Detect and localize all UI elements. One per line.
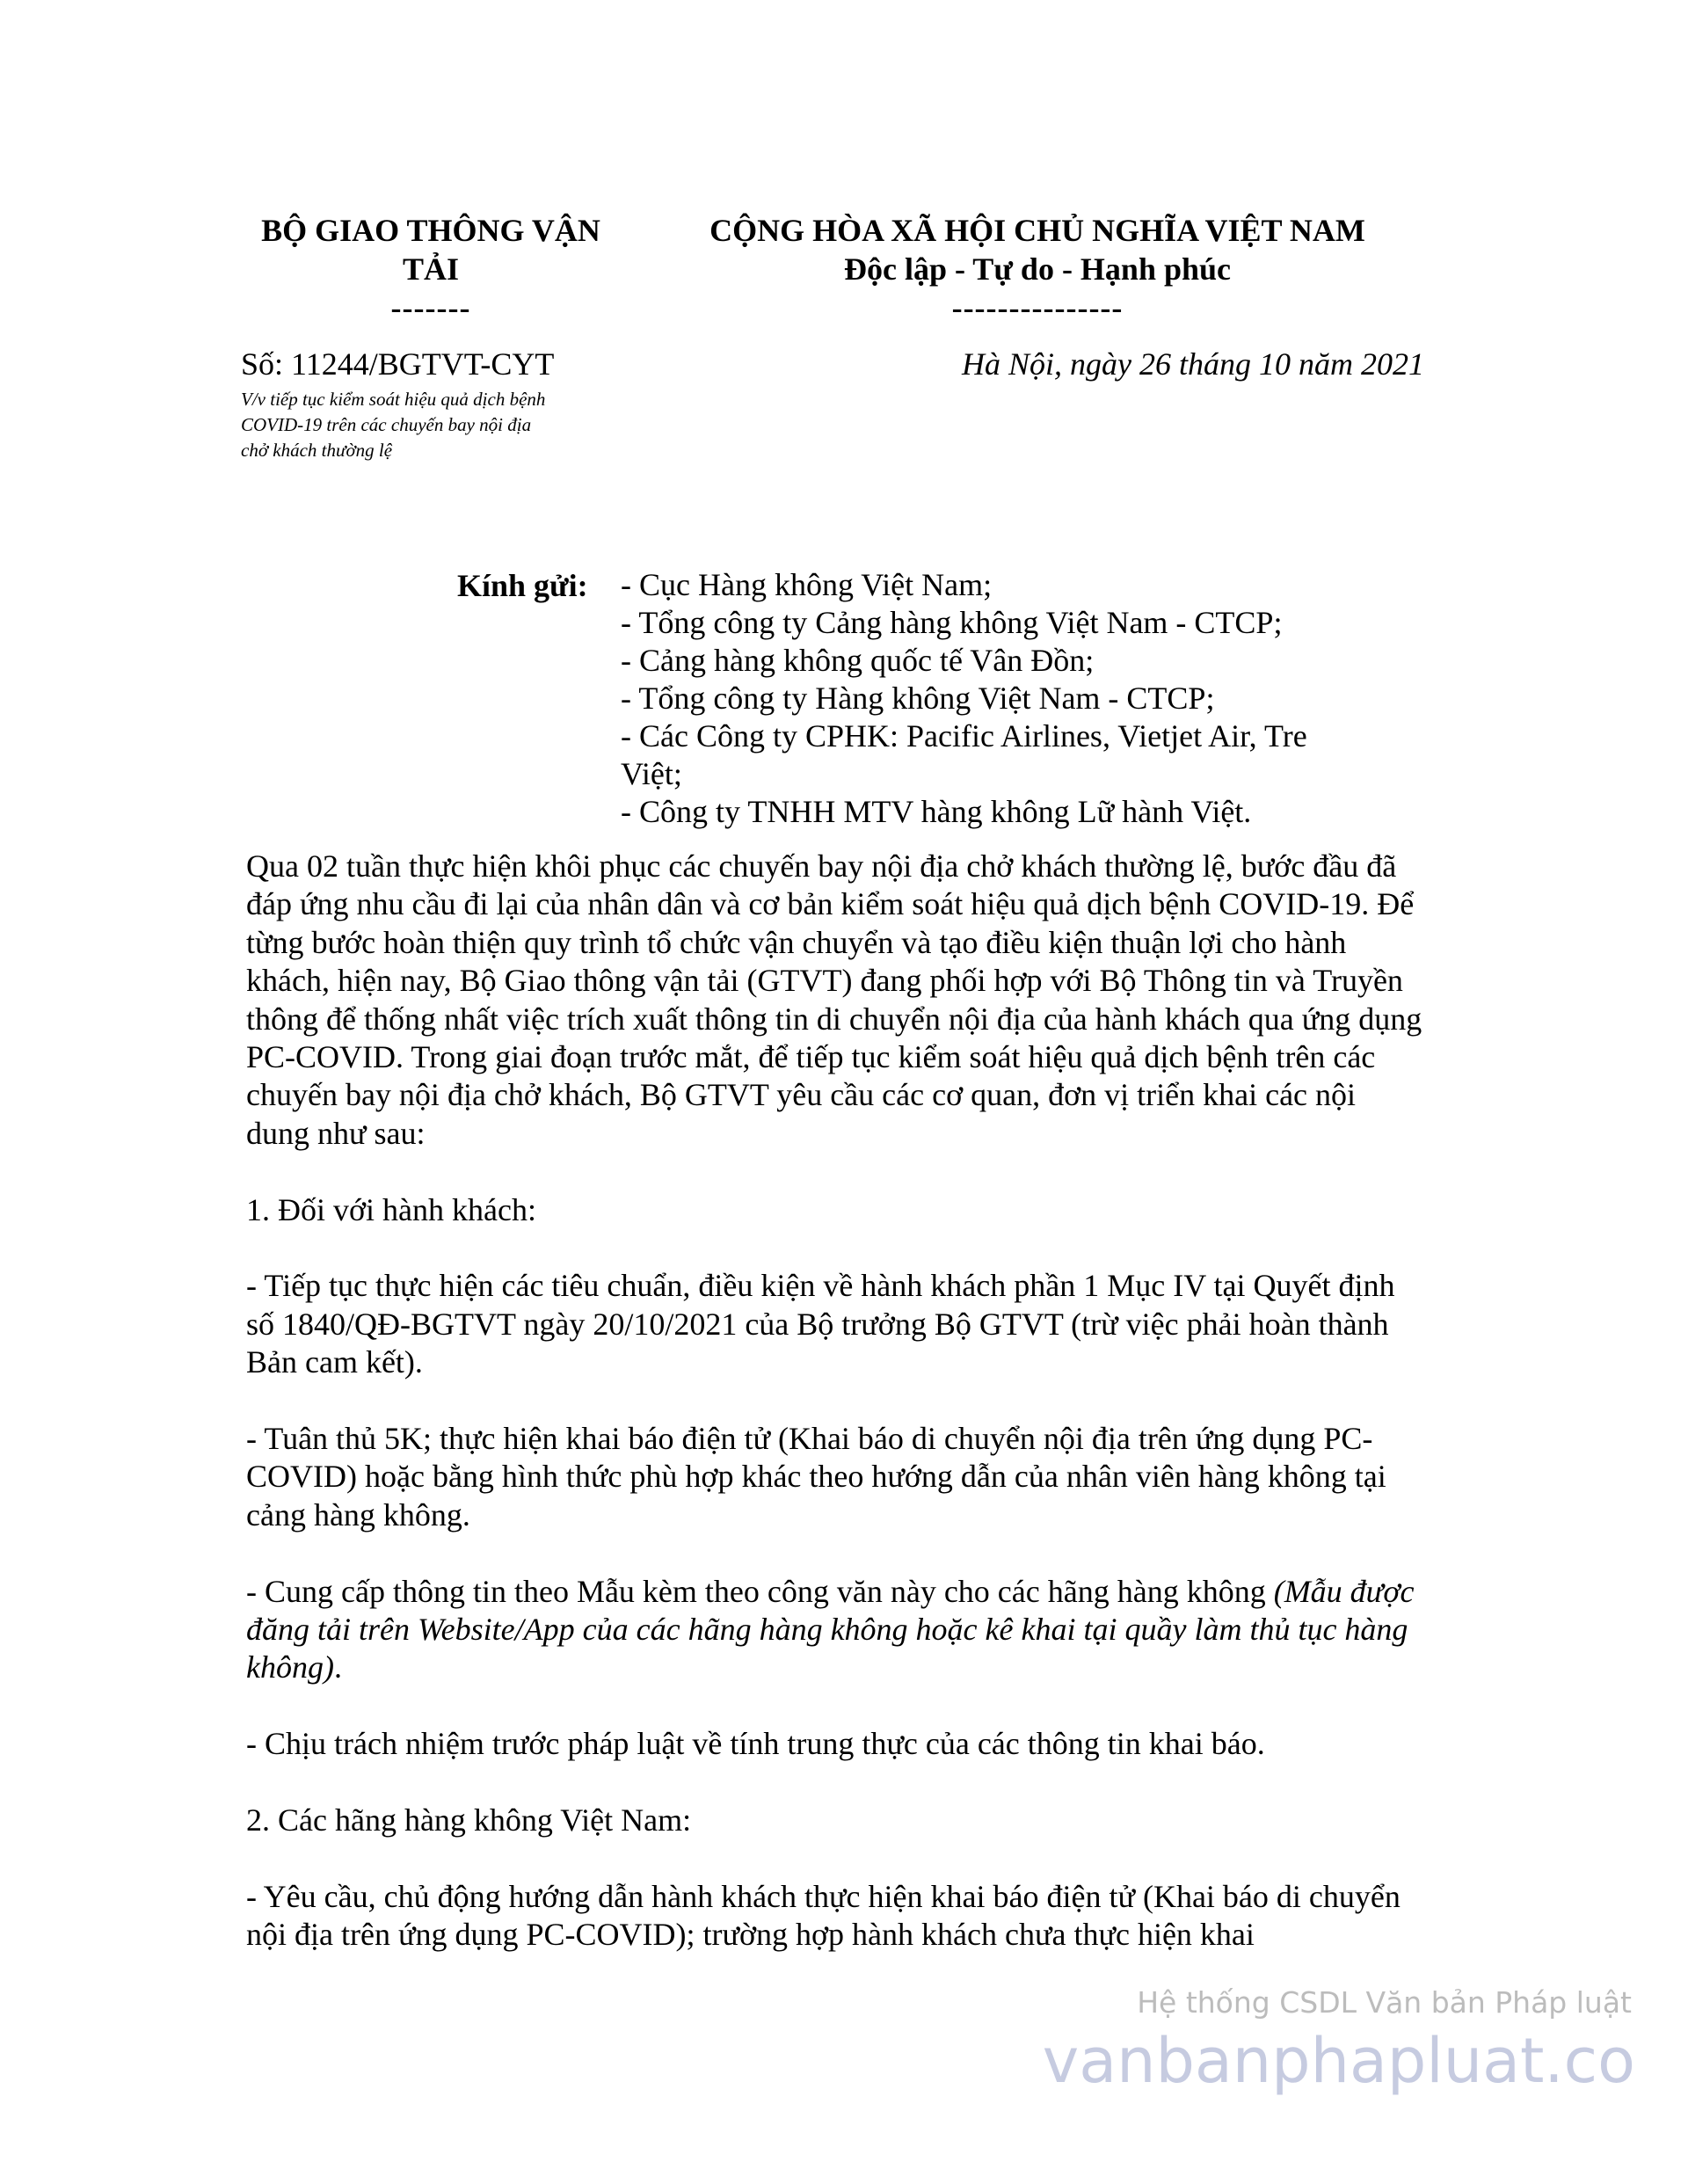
paragraph-italic-note: (Mẫu được đăng tải trên Website/App của các hãng hàng không hoặc kê khai tại quầy làm thủ tục hàng không): [246, 1573, 1415, 1685]
issue-date: Hà Nội, ngày 26 tháng 10 năm 2021: [962, 346, 1424, 382]
nation-name: CỘNG HÒA XÃ HỘI CHỦ NGHĨA VIỆT NAM: [709, 213, 1365, 248]
subject-line: chở khách thường lệ: [241, 440, 393, 461]
recipients-label: Kính gửi:: [457, 568, 588, 603]
section-heading: 2. Các hãng hàng không Việt Nam:: [246, 1802, 692, 1838]
recipient-item: - Cục Hàng không Việt Nam;: [621, 567, 993, 602]
recipient-item: Việt;: [621, 756, 682, 791]
recipient-item: - Tổng công ty Cảng hàng không Việt Nam - CTCP;: [621, 605, 1283, 640]
subject-line: COVID-19 trên các chuyến bay nội địa: [241, 414, 532, 435]
recipient-item: - Tổng công ty Hàng không Việt Nam - CTCP;: [621, 681, 1215, 716]
body-paragraph: [246, 1573, 1424, 1687]
recipient-item: - Cảng hàng không quốc tế Vân Đồn;: [621, 643, 1095, 678]
paragraph-end: .: [333, 1649, 342, 1685]
agency-rule: -------: [390, 290, 471, 325]
paragraph-text: - Cung cấp thông tin theo Mẫu kèm theo công văn này cho các hãng hàng không: [246, 1573, 1274, 1609]
body-paragraph: - Tuân thủ 5K; thực hiện khai báo điện tử (Khai báo di chuyển nội địa trên ứng dụng PC-COVID) hoặc bằng hình thức phù hợp khác theo hướng dẫn của nhân viên hàng không tại cảng hàng không.: [246, 1421, 1386, 1532]
agency-name-line2: TẢI: [402, 251, 460, 287]
body-paragraph: - Yêu cầu, chủ động hướng dẫn hành khách thực hiện khai báo điện tử (Khai báo di chuyển nội địa trên ứng dụng PC-COVID); trường hợp hành khách chưa thực hiện khai: [246, 1878, 1401, 1953]
document-subject: [241, 387, 628, 463]
intro-paragraph: Qua 02 tuần thực hiện khôi phục các chuyến bay nội địa chở khách thường lệ, bước đầu đã đáp ứng nhu cầu đi lại của nhân dân và cơ bản kiểm soát hiệu quả dịch bệnh COVID-19. Để từng bước hoàn thiện quy trình tổ chức vận chuyển và tạo điều kiện thuận lợi cho hành khách, hiện nay, Bộ Giao thông vận tải (GTVT) đang phối hợp với Bộ Thông tin và Truyền thông để thống nhất việc trích xuất thông tin di chuyển nội địa của hành khách qua ứng dụng PC-COVID. Trong giai đoạn trước mắt, để tiếp tục kiểm soát hiệu quả dịch bệnh trên các chuyến bay nội địa chở khách, Bộ GTVT yêu cầu các cơ quan, đơn vị triển khai các nội dung như sau:: [246, 848, 1422, 1151]
motto-rule: ---------------: [951, 290, 1124, 325]
recipients-list: [621, 566, 1377, 831]
body-paragraph: - Tiếp tục thực hiện các tiêu chuẩn, điều kiện về hành khách phần 1 Mục IV tại Quyết định số 1840/QĐ-BGTVT ngày 20/10/2021 của Bộ trưởng Bộ GTVT (trừ việc phải hoàn thành Bản cam kết).: [246, 1268, 1395, 1380]
document-body: [246, 848, 1424, 1955]
issuing-agency: [237, 211, 624, 327]
document-number: Số: 11244/BGTVT-CYT: [241, 346, 555, 382]
recipient-item: - Các Công ty CPHK: Pacific Airlines, Vietjet Air, Tre: [621, 718, 1307, 753]
watermark-site: vanbanphapluat.co: [1042, 2025, 1635, 2097]
agency-name-line1: BỘ GIAO THÔNG VẬN: [261, 213, 600, 248]
recipient-item: - Công ty TNHH MTV hàng không Lữ hành Việt.: [621, 794, 1252, 829]
section-heading: 1. Đối với hành khách:: [246, 1191, 536, 1227]
watermark-caption: Hệ thống CSDL Văn bản Pháp luật: [1137, 1985, 1632, 2020]
subject-line: V/v tiếp tục kiểm soát hiệu quả dịch bệnh: [241, 389, 546, 410]
body-paragraph: - Chịu trách nhiệm trước pháp luật về tính trung thực của các thông tin khai báo.: [246, 1726, 1265, 1762]
national-motto: Độc lập - Tự do - Hạnh phúc: [843, 251, 1232, 287]
national-heading: [651, 211, 1424, 327]
